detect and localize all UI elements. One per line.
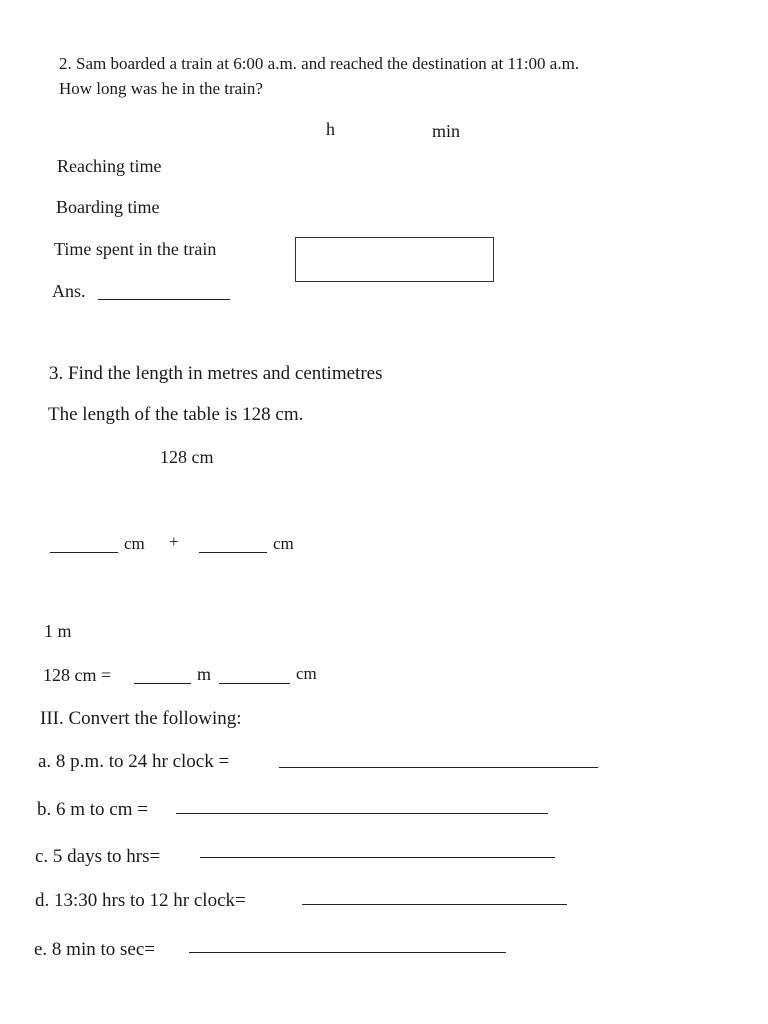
section-3-title: III. Convert the following: xyxy=(40,708,242,729)
cm-unit-1: cm xyxy=(124,534,145,553)
q3-title: 3. Find the length in metres and centimetres xyxy=(49,363,383,384)
hours-column-label: h xyxy=(326,119,335,139)
metre-unit: m xyxy=(197,664,212,684)
item-a-label: a. 8 p.m. to 24 hr clock = xyxy=(38,751,230,772)
plus-sign: + xyxy=(169,532,179,551)
item-b-blank[interactable] xyxy=(176,813,548,814)
q3-statement: The length of the table is 128 cm. xyxy=(48,404,304,425)
time-spent-answer-box[interactable] xyxy=(295,237,494,282)
centimetre-unit: cm xyxy=(296,664,317,683)
item-d-blank[interactable] xyxy=(302,904,567,905)
item-c-blank[interactable] xyxy=(200,857,555,858)
table-length-value: 128 cm xyxy=(160,447,214,467)
time-spent-label: Time spent in the train xyxy=(54,239,217,259)
minutes-column-label: min xyxy=(432,121,461,141)
answer-label: Ans. xyxy=(52,281,86,301)
q2-line-1: 2. Sam boarded a train at 6:00 a.m. and reached the destination at 11:00 a.m. xyxy=(59,54,580,73)
item-d-label: d. 13:30 hrs to 12 hr clock= xyxy=(35,890,246,911)
answer-blank[interactable] xyxy=(98,299,230,300)
item-b-label: b. 6 m to cm = xyxy=(37,799,148,820)
cm-blank-1[interactable] xyxy=(50,552,118,553)
conversion-lhs: 128 cm = xyxy=(43,665,112,685)
cm-unit-2: cm xyxy=(273,534,294,553)
metre-blank[interactable] xyxy=(134,683,191,684)
item-e-label: e. 8 min to sec= xyxy=(34,939,155,960)
reaching-time-label: Reaching time xyxy=(57,156,162,176)
boarding-time-label: Boarding time xyxy=(56,197,160,217)
q2-line-2: How long was he in the train? xyxy=(59,79,263,98)
one-metre-label: 1 m xyxy=(44,621,72,641)
item-e-blank[interactable] xyxy=(189,952,506,953)
item-c-label: c. 5 days to hrs= xyxy=(35,846,161,867)
centimetre-blank[interactable] xyxy=(219,683,290,684)
item-a-blank[interactable] xyxy=(279,767,598,768)
cm-blank-2[interactable] xyxy=(199,552,267,553)
